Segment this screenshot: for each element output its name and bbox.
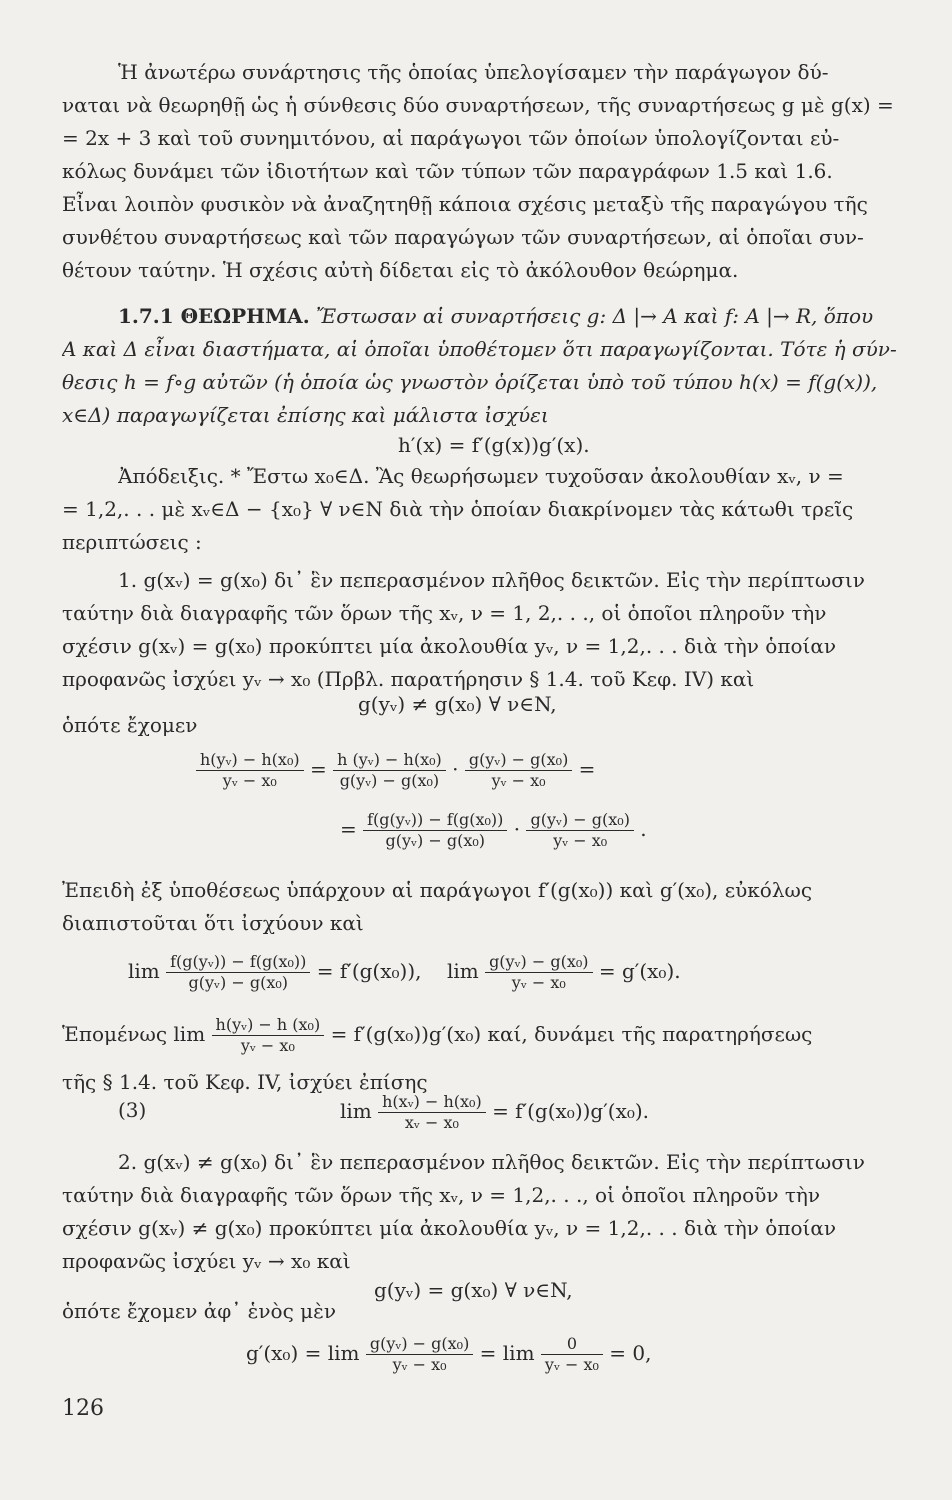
denominator: g(yᵥ) − g(x₀)	[385, 831, 485, 850]
fraction	[333, 750, 446, 791]
fraction	[526, 810, 633, 851]
theorem-line: A καὶ Δ εἶναι διαστήματα, αἱ ὁποῖαι ὑποθέτομεν ὅτι παραγωγίζονται. Τότε ἡ σύν-	[62, 337, 897, 361]
intro-line: κόλως δυνάμει τῶν ἰδιοτήτων καὶ τῶν τύπων τῶν παραγράφων 1.5 καὶ 1.6.	[62, 159, 833, 183]
numerator: g(yᵥ) − g(x₀)	[366, 1334, 473, 1355]
numerator: h(xᵥ) − h(x₀)	[378, 1092, 486, 1113]
lim-label: lim	[340, 1099, 372, 1123]
therefore-post: = f′(g(x₀))g′(x₀) καί, δυνάμει τῆς παρατηρήσεως	[330, 1022, 813, 1046]
equation-pre: g′(x₀) = lim	[246, 1341, 360, 1365]
equation-1: $\frac{\text{h(yᵥ) − h(x₀)}}{\text{yᵥ − x₀}}$ = $\frac{\text{h (yᵥ) − h(x₀)}}{\text{g(yᵥ) − g(x₀)}}$ · $\frac{\text{g(yᵥ) − g(x₀)}}{\text{yᵥ − x₀}}$ =	[196, 750, 595, 791]
intro-line: ναται νὰ θεωρηθῇ ὡς ἡ σύνθεσις δύο συναρτήσεων, τῆς συναρτήσεως g μὲ g(x) =	[62, 93, 894, 117]
numerator: 0	[541, 1334, 603, 1355]
limit-result: = f′(g(x₀)),	[316, 959, 422, 983]
case2-line: 2. g(xᵥ) ≠ g(x₀) δι᾽ ἓν πεπερασμένον πλῆθος δεικτῶν. Εἰς τὴν περίπτωσιν	[118, 1150, 865, 1174]
case1-formula: g(yᵥ) ≠ g(x₀) ∀ ν∈N,	[358, 692, 557, 716]
denominator: yᵥ − x₀	[553, 831, 608, 850]
equation-1-cont: = $\frac{\text{f(g(yᵥ)) − f(g(x₀))}}{\text{g(yᵥ) − g(x₀)}}$ · $\frac{\text{g(yᵥ) − g(x₀)}}{\text{yᵥ − x₀}}$ .	[340, 810, 647, 850]
numerator: g(yᵥ) − g(x₀)	[465, 750, 572, 771]
limits-equation	[128, 952, 681, 993]
denominator: yᵥ − x₀	[544, 1355, 599, 1374]
denominator: yᵥ − x₀	[491, 771, 546, 790]
numerator: g(yᵥ) − g(x₀)	[485, 952, 592, 973]
case1-line: ταύτην διὰ διαγραφῆς τῶν ὅρων τῆς xᵥ, ν = 1, 2,. . ., οἱ ὁποῖοι πληροῦν τὴν	[62, 601, 827, 625]
intro-line: θέτουν ταύτην. Ἡ σχέσις αὐτὴ δίδεται εἰς τὸ ἀκόλουθον θεώρημα.	[62, 258, 739, 282]
denominator: yᵥ − x₀	[511, 973, 566, 992]
denominator: yᵥ − x₀	[240, 1036, 295, 1055]
numerator: h (yᵥ) − h(x₀)	[333, 750, 446, 771]
hence-text: ὁπότε ἔχομεν	[62, 713, 198, 737]
theorem-line	[118, 302, 952, 330]
proof-line: Ἀπόδειξις. * Ἔστω x₀∈Δ. Ἂς θεωρήσωμεν τυχοῦσαν ἀκολουθίαν xᵥ, ν =	[118, 464, 844, 488]
since-line: Ἐπειδὴ ἐξ ὑποθέσεως ὑπάρχουν αἱ παράγωγοι f′(g(x₀)) καὶ g′(x₀), εὐκόλως	[62, 878, 813, 902]
fraction	[378, 1092, 486, 1133]
limit-result: = g′(x₀).	[598, 959, 681, 983]
proof-line: = 1,2,. . . μὲ xᵥ∈Δ − {x₀} ∀ ν∈N διὰ τὴν ὁποίαν διακρίνομεν τὰς κάτωθι τρεῖς	[62, 497, 854, 521]
theorem-line: θεσις h = f∘g αὐτῶν (ἡ ὁποία ὡς γνωστὸν ὁρίζεται ὑπὸ τοῦ τύπου h(x) = f(g(x)),	[62, 370, 878, 394]
case1-line: σχέσιν g(xᵥ) = g(x₀) προκύπτει μία ἀκολουθία yᵥ, ν = 1,2,. . . διὰ τὴν ὁποίαν	[62, 634, 837, 658]
equation-3	[340, 1092, 649, 1133]
case2-line: ταύτην διὰ διαγραφῆς τῶν ὅρων τῆς xᵥ, ν = 1,2,. . ., οἱ ὁποῖοι πληροῦν τὴν	[62, 1183, 821, 1207]
case2-line: προφανῶς ἰσχύει yᵥ → x₀ καὶ	[62, 1249, 351, 1273]
denominator: g(yᵥ) − g(x₀)	[339, 771, 440, 790]
denominator: yᵥ − x₀	[392, 1355, 447, 1374]
theorem-number: 1.7.1 ΘΕΩΡΗΜΑ.	[118, 304, 310, 328]
intro-line: Ἡ ἀνωτέρω συνάρτησις τῆς ὁποίας ὑπελογίσαμεν τὴν παράγωγον δύ-	[118, 60, 829, 84]
case1-line: προφανῶς ἰσχύει yᵥ → x₀ (Πρβλ. παρατήρησιν § 1.4. τοῦ Κεφ. IV) καὶ	[62, 667, 755, 691]
equation-mid: = lim	[479, 1341, 535, 1365]
fraction	[465, 750, 572, 791]
denominator: g(yᵥ) − g(x₀)	[188, 973, 288, 992]
proof-line: περιπτώσεις :	[62, 530, 202, 554]
numerator: f(g(yᵥ)) − f(g(x₀))	[166, 952, 310, 973]
fraction	[485, 952, 592, 993]
numerator: h(yᵥ) − h (x₀)	[212, 1015, 325, 1036]
theorem-line: x∈Δ) παραγωγίζεται ἐπίσης καὶ μάλιστα ἰσχύει	[62, 403, 549, 427]
numerator: g(yᵥ) − g(x₀)	[526, 810, 633, 831]
numerator: h(yᵥ) − h(x₀)	[196, 750, 304, 771]
case2-formula: g(yᵥ) = g(x₀) ∀ ν∈N,	[374, 1278, 573, 1302]
theorem-text: Ἔστωσαν αἱ συναρτήσεις g: Δ |→ A καὶ f: A |→ R, ὅπου	[316, 304, 874, 328]
fraction	[366, 1334, 473, 1375]
case2-line: σχέσιν g(xᵥ) ≠ g(x₀) προκύπτει μία ἀκολουθία yᵥ, ν = 1,2,. . . διὰ τὴν ὁποίαν	[62, 1216, 837, 1240]
fraction	[166, 952, 310, 993]
since-line: διαπιστοῦται ὅτι ἰσχύουν καὶ	[62, 911, 364, 935]
page-number: 126	[62, 1396, 104, 1421]
intro-line: = 2x + 3 καὶ τοῦ συνημιτόνου, αἱ παράγωγοι τῶν ὁποίων ὑπολογίζονται εὐ-	[62, 126, 840, 150]
equation-3-label: (3)	[118, 1098, 147, 1122]
equation-last	[246, 1334, 651, 1375]
denominator: yᵥ − x₀	[222, 771, 277, 790]
lim-label: lim	[128, 959, 160, 983]
theorem-formula: h′(x) = f′(g(x))g′(x).	[398, 433, 590, 457]
lim-label: lim	[446, 959, 479, 983]
equation-result: = f′(g(x₀))g′(x₀).	[492, 1099, 650, 1123]
intro-line: συνθέτου συναρτήσεως καὶ τῶν παραγώγων τῶν συναρτήσεων, αἱ ὁποῖαι συν-	[62, 225, 864, 249]
numerator: f(g(yᵥ)) − f(g(x₀))	[363, 810, 507, 831]
fraction	[196, 750, 304, 791]
denominator: xᵥ − x₀	[404, 1113, 459, 1132]
reference-line: τῆς § 1.4. τοῦ Κεφ. IV, ἰσχύει ἐπίσης	[62, 1070, 428, 1094]
therefore-pre: Ἑπομένως lim	[62, 1022, 206, 1046]
fraction	[363, 810, 507, 851]
case1-line: 1. g(xᵥ) = g(x₀) δι᾽ ἓν πεπερασμένον πλῆθος δεικτῶν. Εἰς τὴν περίπτωσιν	[118, 568, 865, 592]
fraction	[212, 1015, 325, 1056]
equation-result: = 0,	[609, 1341, 652, 1365]
intro-line: Εἶναι λοιπὸν φυσικὸν νὰ ἀναζητηθῇ κάποια σχέσις μεταξὺ τῆς παραγώγου τῆς	[62, 192, 868, 216]
hence2-text: ὁπότε ἔχομεν ἀφ᾽ ἑνὸς μὲν	[62, 1299, 337, 1323]
fraction	[541, 1334, 603, 1375]
therefore-line	[62, 1015, 812, 1056]
